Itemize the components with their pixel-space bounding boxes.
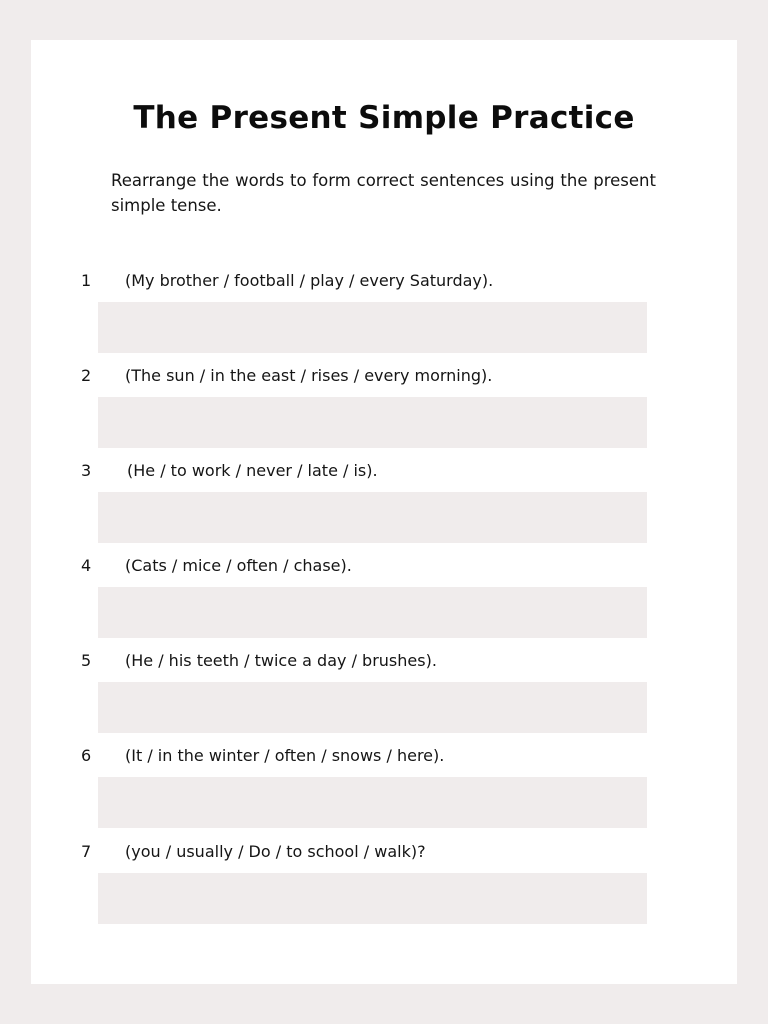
question-number: 4 <box>81 556 92 575</box>
question-number: 7 <box>81 842 92 861</box>
question-number: 3 <box>81 461 92 480</box>
answer-box[interactable] <box>98 682 647 733</box>
question-prompt: (He / to work / never / late / is). <box>127 461 378 480</box>
question-item <box>31 841 737 931</box>
question-prompt: (you / usually / Do / to school / walk)? <box>125 842 426 861</box>
worksheet-page <box>31 40 737 984</box>
question-item <box>31 365 737 455</box>
question-number: 1 <box>81 271 92 290</box>
question-prompt: (My brother / football / play / every Saturday). <box>125 271 494 290</box>
question-item <box>31 555 737 645</box>
question-number: 5 <box>81 651 92 670</box>
question-prompt: (Cats / mice / often / chase). <box>125 556 352 575</box>
question-prompt: (It / in the winter / often / snows / here). <box>125 746 445 765</box>
answer-box[interactable] <box>98 492 647 543</box>
question-item <box>31 270 737 360</box>
instructions-text: Rearrange the words to form correct sentences using the present simple tense. <box>111 171 656 215</box>
worksheet-title: The Present Simple Practice <box>133 100 635 136</box>
question-item <box>31 650 737 740</box>
question-item <box>31 460 737 550</box>
question-number: 2 <box>81 366 92 385</box>
question-prompt: (The sun / in the east / rises / every morning). <box>125 366 493 385</box>
question-prompt: (He / his teeth / twice a day / brushes). <box>125 651 437 670</box>
answer-box[interactable] <box>98 397 647 448</box>
answer-box[interactable] <box>98 587 647 638</box>
question-number: 6 <box>81 746 92 765</box>
answer-box[interactable] <box>98 777 647 828</box>
answer-box[interactable] <box>98 302 647 353</box>
question-item <box>31 745 737 835</box>
answer-box[interactable] <box>98 873 647 924</box>
